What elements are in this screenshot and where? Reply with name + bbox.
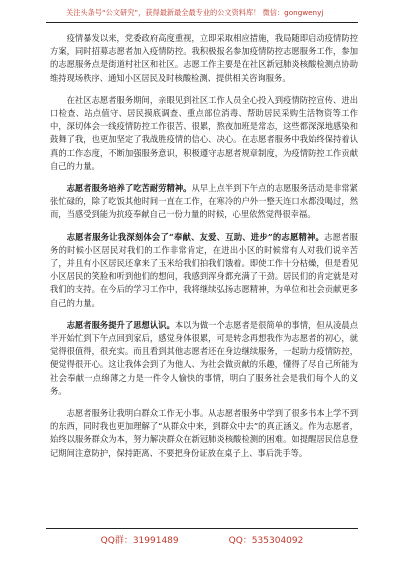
footer-qq: QQ：535304092	[228, 536, 304, 546]
paragraph-lead: 志愿者服务让我深刻体会了“奉献、友爱、互助、进步”的志愿精神。	[66, 231, 325, 242]
paragraph-4	[50, 231, 358, 310]
footer-divider	[46, 528, 358, 529]
paragraph-text: 疫情暴发以来，党委政府高度重视，立即采取相应措施，我局随即启动疫情防控方案，同时招募志愿者加入疫情防控。我积极报名参加疫情防控志愿服务工作，参加的志愿服务点是街道村社区和社区。志愿工作主要是在社区新冠肺炎核酸检测点协助维持现场秩序、通知小区居民及时核酸检测、提供相关咨询服务。	[50, 33, 358, 83]
header-divider	[46, 22, 358, 23]
document-body	[50, 32, 358, 465]
paragraph-text: 在社区志愿者服务期间，亲眼见到社区工作人员全心投入到疫情防控宣传、进出口检查、站点值守、居民摸底调查、重点部位消毒、帮助居民采购生活物资等工作中，深切体会一线疫情防控工作很苦、很累，熬夜加班是常态，这些都深深地感染和鼓舞了我，也更加坚定了我战胜疫情的信心、决心。在志愿者服务中我始终保持着认真的工作态度，不断加强服务意识，积极遵守志愿者规章制度，为疫情防控工作贡献自己的力量。	[50, 94, 358, 171]
footer-qq-group: QQ群：31991489	[100, 536, 179, 546]
paragraph-3	[50, 182, 358, 222]
paragraph-2	[50, 94, 358, 173]
footer	[46, 535, 358, 547]
paragraph-5	[50, 319, 358, 398]
paragraph-text: 志愿者服务让我明白群众工作无小事。从志愿者服务中学到了很多书本上学不到的东西，同时我也更加理解了“从群众中来，到群众中去”的真正涵义。作为志愿者，始终以服务群众为本，努力解决群众在新冠肺炎核酸检测的困难。如提醒居民信息登记期间注意防护，保持距离、不要把身份证放在桌子上、事后洗手等。	[50, 408, 358, 458]
paragraph-6	[50, 407, 358, 460]
paragraph-1	[50, 32, 358, 85]
paragraph-lead: 志愿者服务提升了思想认识。	[66, 319, 175, 330]
paragraph-text: 志愿者服务的时候小区居民对我们的工作非常肯定，在进出小区的时候常有人对我们说辛苦了，并且有小区居民还拿来了玉米给我们拍我们饿着。即使工作十分枯燥，但是看见小区居民的笑脸和听到他们的想问，我感到浑身都充满了干劲。居民们的肯定就是对我们的支持。在今后的学习工作中，我将继续弘扬志愿精神，为单位和社会贡献更多自己的力量。	[50, 231, 358, 308]
header-banner: 关注头条号“公文研究”，获得最新最全最专业的公文资料库！ 微信：gongwenyj	[66, 8, 324, 17]
paragraph-text: 本以为做一个志愿者是很简单的事情，但从凌晨点半开始忙到下午点回到家后，感觉身体很累，可是转念再想我作为志愿者的初心，就觉得很值得，很充实。而且看到其他志愿者还在身边继续服务，一起助力疫情防控，便觉得很开心。这让我体会到了为他人、为社会做贡献的乐趣，懂得了尽自己所能为社会奉献一点绵薄之力是一件令人愉快的事情，明白了服务社会是我们每个人的义务。	[50, 319, 358, 396]
paragraph-lead: 志愿者服务培养了吃苦耐劳精神。	[66, 183, 192, 194]
paragraph-text: 从早上点半到下午点的志愿服务活动是非常紧张忙碌的，除了吃饭其他时间一直在工作，在寒冷的户外一整天连口水都没喝过，然而，当感受到能为抗疫奉献自己一份力量的时候，心里依然觉得很幸福。	[50, 183, 358, 220]
